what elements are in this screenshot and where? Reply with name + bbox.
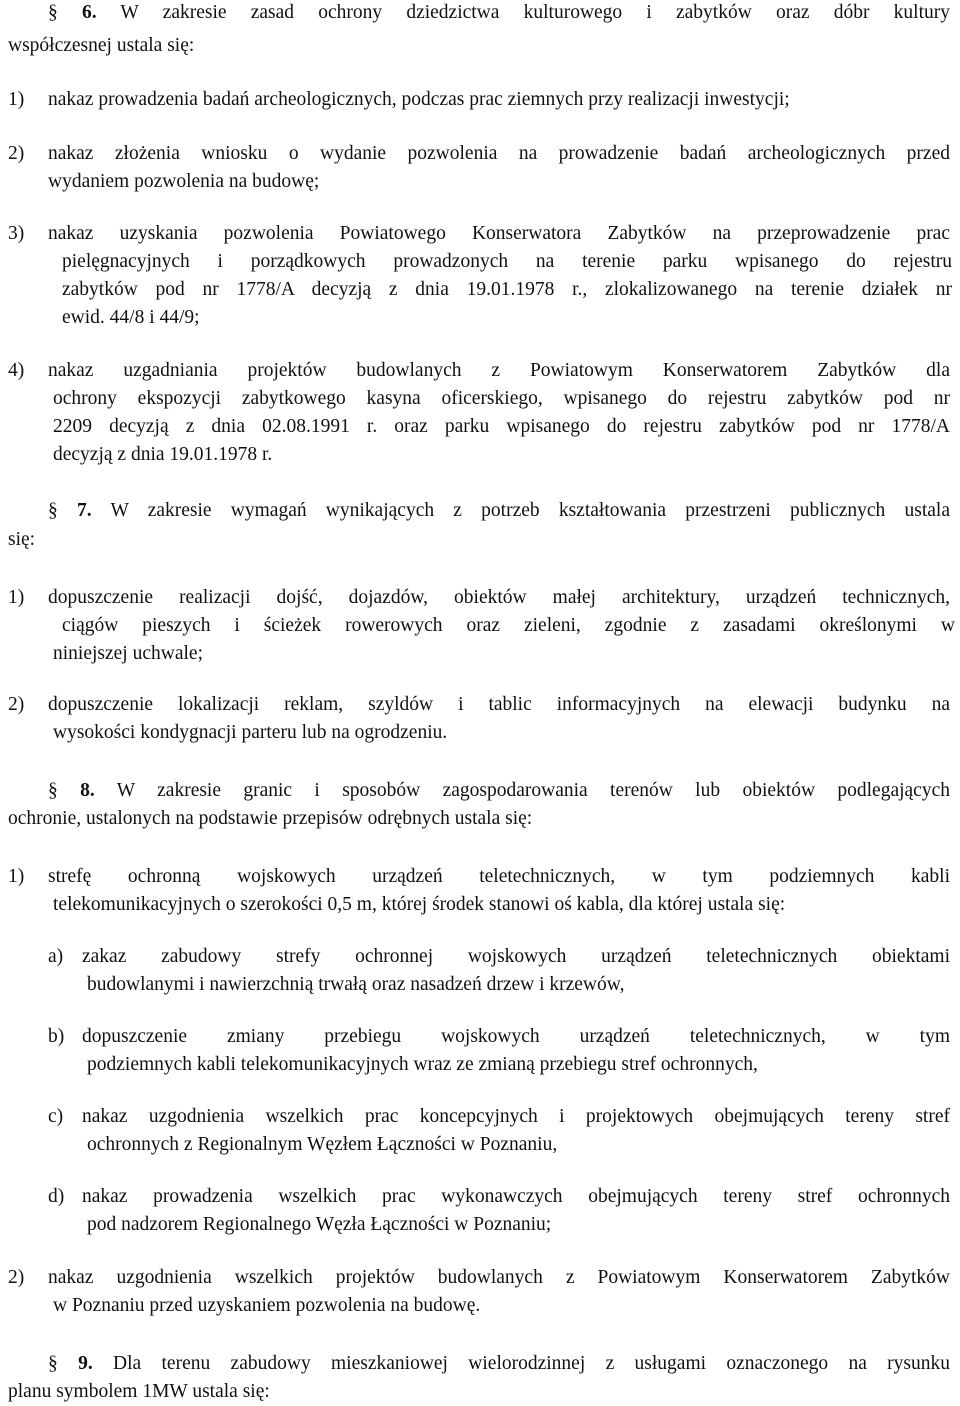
list-item-text: wysokości kondygnacji parteru lub na ogrodzeniu. — [53, 722, 448, 743]
list-item-text: zabytków pod nr 1778/A decyzją z dnia 19.01.1978 r., zlokalizowanego na terenie działek nr — [62, 279, 952, 300]
list-item-text: ochrony ekspozycji zabytkowego kasyna oficerskiego, wpisanego do rejestru zabytków pod nr — [53, 388, 950, 409]
section-number: 9. — [78, 1353, 93, 1374]
sublist-item-text: podziemnych kabli telekomunikacyjnych wraz ze zmianą przebiegu stref ochronnych, — [87, 1054, 758, 1075]
list-item-text: telekomunikacyjnych o szerokości 0,5 m, której środek stanowi oś kabla, dla której ustala się: — [53, 894, 786, 915]
section-number: 6. — [81, 2, 97, 23]
list-item-text: nakaz złożenia wniosku o wydanie pozwolenia na prowadzenie badań archeologicznych przed — [48, 143, 950, 164]
section-number: 8. — [80, 780, 95, 801]
list-item-text: pielęgnacyjnych i porządkowych prowadzonych na terenie parku wpisanego do rejestru — [62, 251, 952, 272]
list-item-text: 2209 decyzją z dnia 02.08.1991 r. oraz parku wpisanego do rejestru zabytków pod nr 1778/A — [53, 416, 950, 437]
sublist-item-text: ochronnych z Regionalnym Węzłem Łączności w Poznaniu, — [87, 1134, 558, 1155]
sublist-item-text: budowlanymi i nawierzchnią trwałą oraz nasadzeń drzew i krzewów, — [87, 974, 625, 995]
section-8-heading — [48, 780, 950, 802]
sublist-item-text: nakaz prowadzenia wszelkich prac wykonawczych obejmujących tereny stref ochronnych — [82, 1186, 950, 1207]
section-intro: W zakresie granic i sposobów zagospodarowania terenów lub obiektów podlegających — [116, 780, 950, 801]
section-intro-continued: współczesnej ustala się: — [8, 35, 195, 56]
sublist-item-text: dopuszczenie zmiany przebiegu wojskowych urządzeń teletechnicznych, w tym — [82, 1026, 950, 1047]
section-intro-continued: ochronie, ustalonych na podstawie przepisów odrębnych ustala się: — [8, 808, 533, 829]
section-number: 7. — [76, 500, 92, 521]
section-9-heading — [48, 1353, 950, 1375]
list-item-text: ciągów pieszych i ścieżek rowerowych oraz zieleni, zgodnie z zasadami określonymi w — [62, 615, 955, 636]
section-intro-continued: planu symbolem 1MW ustala się: — [8, 1381, 270, 1402]
section-sign: § — [48, 2, 58, 23]
section-sign: § — [48, 500, 58, 521]
list-item-text: dopuszczenie lokalizacji reklam, szyldów i tablic informacyjnych na elewacji budynku na — [48, 694, 950, 715]
list-number: 2) — [8, 694, 25, 715]
list-item-text: ewid. 44/8 i 44/9; — [62, 307, 200, 328]
sublist-letter: b) — [48, 1026, 65, 1047]
section-sign: § — [48, 1353, 58, 1374]
sublist-letter: a) — [48, 946, 64, 967]
list-item-text: dopuszczenie realizacji dojść, dojazdów, obiektów małej architektury, urządzeń technicznych, — [48, 587, 950, 608]
sublist-item-text: zakaz zabudowy strefy ochronnej wojskowych urządzeń teletechnicznych obiektami — [82, 946, 950, 967]
sublist-letter: d) — [48, 1186, 65, 1207]
sublist-item-text: nakaz uzgodnienia wszelkich prac koncepcyjnych i projektowych obejmujących tereny stref — [82, 1106, 950, 1127]
section-7-heading — [48, 500, 950, 522]
list-item-text: strefę ochronną wojskowych urządzeń teletechnicznych, w tym podziemnych kabli — [48, 866, 950, 887]
list-item-text: nakaz prowadzenia badań archeologicznych, podczas prac ziemnych przy realizacji inwestycji; — [48, 89, 790, 110]
list-number: 3) — [8, 223, 25, 244]
list-number: 1) — [8, 89, 25, 110]
section-intro-continued: się: — [8, 529, 36, 550]
section-intro: Dla terenu zabudowy mieszkaniowej wielorodzinnej z usługami oznaczonego na rysunku — [113, 1353, 951, 1374]
section-6-heading — [48, 2, 950, 24]
sublist-item-text: pod nadzorem Regionalnego Węzła Łączności w Poznaniu; — [87, 1214, 552, 1235]
list-item-text: nakaz uzgodnienia wszelkich projektów budowlanych z Powiatowym Konserwatorem Zabytków — [48, 1267, 950, 1288]
list-number: 4) — [8, 360, 25, 381]
list-item-text: decyzją z dnia 19.01.1978 r. — [53, 444, 273, 465]
list-item-text: wydaniem pozwolenia na budowę; — [48, 171, 320, 192]
list-item-text: nakaz uzyskania pozwolenia Powiatowego Konserwatora Zabytków na przeprowadzenie prac — [48, 223, 950, 244]
section-intro: W zakresie wymagań wynikających z potrzeb kształtowania przestrzeni publicznych ustala — [110, 500, 950, 521]
sublist-letter: c) — [48, 1106, 64, 1127]
section-intro: W zakresie zasad ochrony dziedzictwa kulturowego i zabytków oraz dóbr kultury — [120, 2, 950, 23]
list-number: 1) — [8, 866, 25, 887]
list-item-text: w Poznaniu przed uzyskaniem pozwolenia na budowę. — [53, 1295, 481, 1316]
list-item-text: nakaz uzgadniania projektów budowlanych z Powiatowym Konserwatorem Zabytków dla — [48, 360, 950, 381]
section-sign: § — [48, 780, 58, 801]
list-number: 2) — [8, 1267, 25, 1288]
list-number: 1) — [8, 587, 25, 608]
list-item-text: niniejszej uchwale; — [53, 643, 203, 664]
list-number: 2) — [8, 143, 25, 164]
